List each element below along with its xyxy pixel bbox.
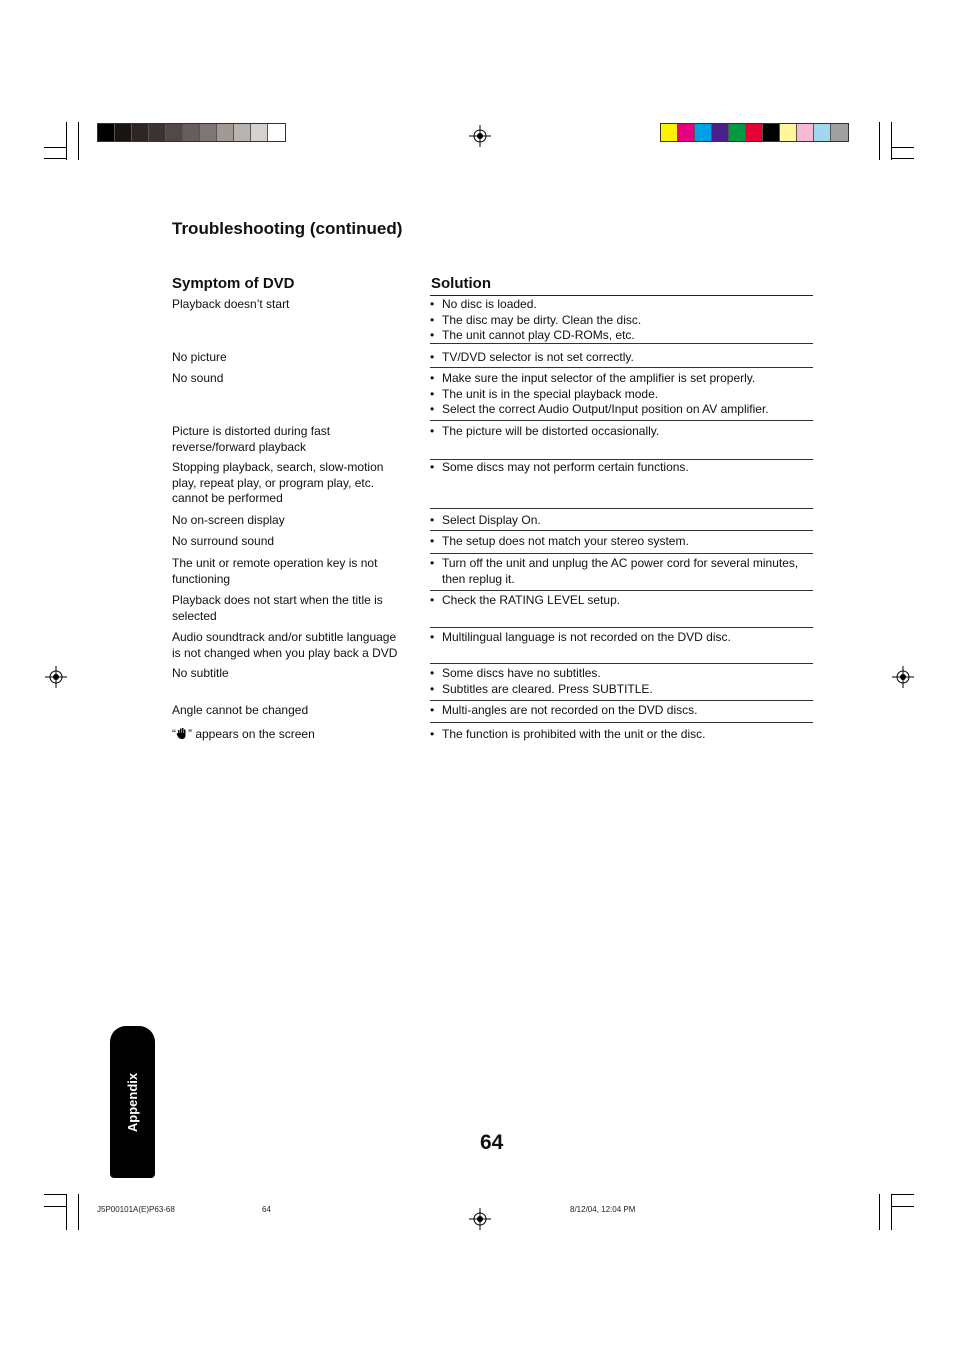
solution-text: The function is prohibited with the unit or the disc. xyxy=(442,727,706,741)
solution-cell xyxy=(430,534,810,550)
solution-text: Select the correct Audio Output/Input position on AV amplifier. xyxy=(442,402,769,416)
symptom-text: play, repeat play, or program play, etc. xyxy=(172,475,375,490)
symptom-text: reverse/forward playback xyxy=(172,439,307,454)
solution-item xyxy=(430,371,810,387)
symptom-text: Picture is distorted during fast xyxy=(172,424,331,438)
symptom-text: ” appears on the screen xyxy=(188,727,315,741)
solution-item xyxy=(430,630,810,646)
solution-cell xyxy=(430,703,810,719)
bullet-icon: • xyxy=(430,727,435,741)
gray-swatch xyxy=(98,124,115,141)
solution-text: Make sure the input selector of the amplifier is set properly. xyxy=(442,371,756,385)
header-rule xyxy=(430,295,813,296)
symptom-cell xyxy=(172,460,402,507)
bullet-icon: • xyxy=(430,556,435,570)
color-swatch xyxy=(780,124,797,141)
symptom-text: Angle cannot be changed xyxy=(172,703,309,717)
symptom-cell xyxy=(172,703,402,719)
color-swatch xyxy=(831,124,848,141)
color-swatch xyxy=(797,124,814,141)
color-swatch xyxy=(678,124,695,141)
bullet-icon: • xyxy=(430,534,435,548)
solution-cell xyxy=(430,593,810,609)
gray-swatch xyxy=(234,124,251,141)
solution-cell xyxy=(430,297,810,344)
column-header-symptom: Symptom of DVD xyxy=(172,275,295,292)
color-calibration-bar xyxy=(660,123,849,142)
symptom-cell xyxy=(172,350,402,366)
bullet-icon: • xyxy=(430,386,435,401)
bullet-icon: • xyxy=(430,666,435,680)
registration-mark-icon xyxy=(892,666,914,688)
symptom-cell xyxy=(172,630,402,661)
solution-item xyxy=(430,297,810,313)
solution-cell xyxy=(430,513,810,529)
bullet-icon: • xyxy=(430,513,435,527)
row-divider xyxy=(430,627,813,628)
bullet-icon: • xyxy=(430,681,435,696)
bullet-icon: • xyxy=(430,328,435,342)
solution-item xyxy=(430,424,810,440)
solution-item xyxy=(430,703,810,719)
solution-cell xyxy=(430,666,810,697)
row-divider xyxy=(430,663,813,664)
bullet-icon: • xyxy=(430,371,435,385)
bullet-icon: • xyxy=(430,350,435,364)
symptom-text: No picture xyxy=(172,350,227,364)
row-divider xyxy=(430,508,813,509)
gray-swatch xyxy=(200,124,217,141)
color-swatch xyxy=(712,124,729,141)
symptom-cell xyxy=(172,727,402,743)
solution-text: Multilingual language is not recorded on the DVD disc. xyxy=(442,630,731,644)
solution-item xyxy=(430,534,810,550)
page-title: Troubleshooting (continued) xyxy=(172,219,403,238)
row-divider xyxy=(430,343,813,344)
row-divider xyxy=(430,553,813,554)
color-swatch xyxy=(814,124,831,141)
solution-item xyxy=(430,313,810,329)
symptom-text: No surround sound xyxy=(172,534,275,548)
footer-page: 64 xyxy=(262,1205,271,1214)
solution-cell xyxy=(430,371,810,418)
row-divider xyxy=(430,459,813,460)
solution-item xyxy=(430,682,810,698)
solution-item xyxy=(430,727,810,743)
solution-text: Check the RATING LEVEL setup. xyxy=(442,593,621,607)
solution-item xyxy=(430,513,810,529)
solution-text: No disc is loaded. xyxy=(442,297,537,311)
symptom-text: cannot be performed xyxy=(172,491,283,505)
symptom-text: functioning xyxy=(172,571,231,586)
symptom-cell xyxy=(172,556,402,587)
solution-item xyxy=(430,328,810,344)
bullet-icon: • xyxy=(430,703,435,717)
footer-timestamp: 8/12/04, 12:04 PM xyxy=(570,1205,636,1214)
registration-mark-icon xyxy=(469,125,491,147)
solution-cell xyxy=(430,727,810,743)
gray-swatch xyxy=(166,124,183,141)
symptom-cell xyxy=(172,424,402,455)
footer-file-id: J5P00101A(E)P63-68 xyxy=(97,1205,175,1214)
bullet-icon: • xyxy=(430,297,435,311)
gray-swatch xyxy=(217,124,234,141)
color-swatch xyxy=(763,124,780,141)
color-swatch xyxy=(729,124,746,141)
symptom-text: selected xyxy=(172,608,217,623)
solution-cell xyxy=(430,424,810,440)
section-tab-label: Appendix xyxy=(125,1072,141,1132)
solution-cell xyxy=(430,350,810,366)
grayscale-calibration-bar xyxy=(97,123,286,142)
solution-text: The disc may be dirty. Clean the disc. xyxy=(442,312,642,327)
solution-text: The unit cannot play CD-ROMs, etc. xyxy=(442,328,635,342)
solution-item xyxy=(430,460,810,476)
solution-text: The setup does not match your stereo system. xyxy=(442,534,689,548)
bullet-icon: • xyxy=(430,312,435,327)
symptom-text: “ xyxy=(172,727,176,741)
gray-swatch xyxy=(149,124,166,141)
column-header-solution: Solution xyxy=(431,275,491,292)
row-divider xyxy=(430,590,813,591)
row-divider xyxy=(430,420,813,421)
gray-swatch xyxy=(183,124,200,141)
gray-swatch xyxy=(115,124,132,141)
symptom-text: Audio soundtrack and/or subtitle language xyxy=(172,630,397,644)
section-tab xyxy=(110,1026,155,1178)
symptom-text: is not changed when you play back a DVD xyxy=(172,645,398,660)
symptom-text: No on-screen display xyxy=(172,513,285,527)
solution-item xyxy=(430,402,810,418)
gray-swatch xyxy=(251,124,268,141)
gray-swatch xyxy=(132,124,149,141)
bullet-icon: • xyxy=(430,630,435,644)
bullet-icon: • xyxy=(430,593,435,607)
hand-prohibited-icon xyxy=(176,727,188,740)
row-divider xyxy=(430,722,813,723)
symptom-cell xyxy=(172,593,402,624)
solution-item xyxy=(430,593,810,609)
bullet-icon: • xyxy=(430,402,435,416)
symptom-cell xyxy=(172,371,402,387)
solution-text: Select Display On. xyxy=(442,513,541,527)
solution-item xyxy=(430,556,810,587)
solution-text: The unit is in the special playback mode. xyxy=(442,386,659,401)
symptom-text: Stopping playback, search, slow-motion xyxy=(172,460,384,474)
registration-mark-icon xyxy=(469,1208,491,1230)
bullet-icon: • xyxy=(430,460,435,474)
registration-mark-icon xyxy=(45,666,67,688)
solution-text: Turn off the unit and unplug the AC power cord for several minutes, then replug it. xyxy=(442,556,799,586)
symptom-text: The unit or remote operation key is not xyxy=(172,556,378,570)
symptom-text: No sound xyxy=(172,371,224,385)
solution-cell xyxy=(430,556,810,587)
row-divider xyxy=(430,367,813,368)
solution-text: Some discs have no subtitles. xyxy=(442,666,601,680)
color-swatch xyxy=(746,124,763,141)
solution-text: The picture will be distorted occasionally. xyxy=(442,424,660,438)
color-swatch xyxy=(695,124,712,141)
solution-cell xyxy=(430,460,810,476)
solution-text: TV/DVD selector is not set correctly. xyxy=(442,350,634,364)
solution-text: Subtitles are cleared. Press SUBTITLE. xyxy=(442,681,653,696)
symptom-text: Playback doesn’t start xyxy=(172,297,290,311)
symptom-cell xyxy=(172,666,402,682)
solution-text: Multi-angles are not recorded on the DVD discs. xyxy=(442,703,698,717)
row-divider xyxy=(430,700,813,701)
gray-swatch xyxy=(268,124,285,141)
bullet-icon: • xyxy=(430,424,435,438)
solution-item xyxy=(430,666,810,682)
row-divider xyxy=(430,530,813,531)
symptom-cell xyxy=(172,297,402,313)
symptom-cell xyxy=(172,534,402,550)
page-number: 64 xyxy=(480,1131,504,1154)
symptom-text: Playback does not start when the title is xyxy=(172,593,383,607)
solution-item xyxy=(430,387,810,403)
color-swatch xyxy=(661,124,678,141)
solution-cell xyxy=(430,630,810,646)
solution-item xyxy=(430,350,810,366)
symptom-cell xyxy=(172,513,402,529)
solution-text: Some discs may not perform certain functions. xyxy=(442,460,689,474)
symptom-text: No subtitle xyxy=(172,666,229,680)
